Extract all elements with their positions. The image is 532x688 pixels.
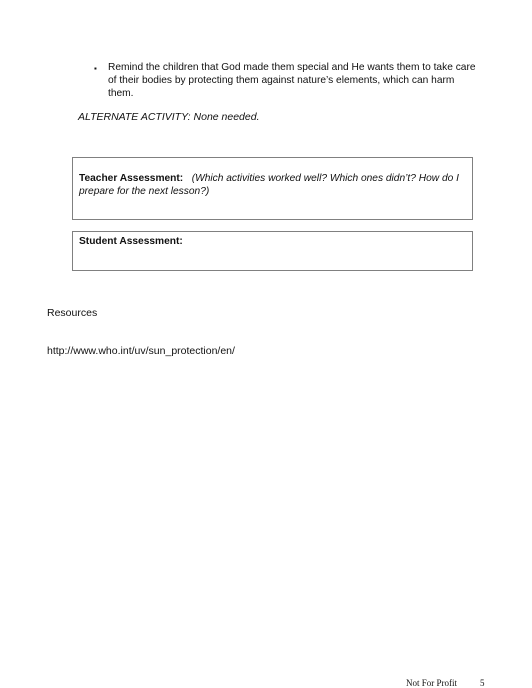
teacher-assessment-question: (Which activities worked well? Which ones didn’t? How do I prepare for the next lesson?) [79,173,459,198]
teacher-assessment-box [72,157,473,220]
page-number: 5 [480,678,485,688]
lesson-bullet-item [94,61,484,101]
alternate-activity-note: ALTERNATE ACTIVITY: None needed. [78,111,260,123]
square-bullet-icon: ▪ [94,64,97,73]
student-assessment-box [72,231,473,271]
teacher-assessment-label: Teacher Assessment: [79,173,184,184]
resources-heading: Resources [47,307,98,319]
footer-text: Not For Profit [406,678,458,688]
lesson-bullet-text: Remind the children that God made them special and He wants them to take care of their bodies by protecting them against nature’s elements, which can harm them. [108,62,476,100]
who-sun-protection-link[interactable]: http://www.who.int/uv/sun_protection/en/ [47,345,235,357]
student-assessment-label: Student Assessment: [79,236,183,247]
